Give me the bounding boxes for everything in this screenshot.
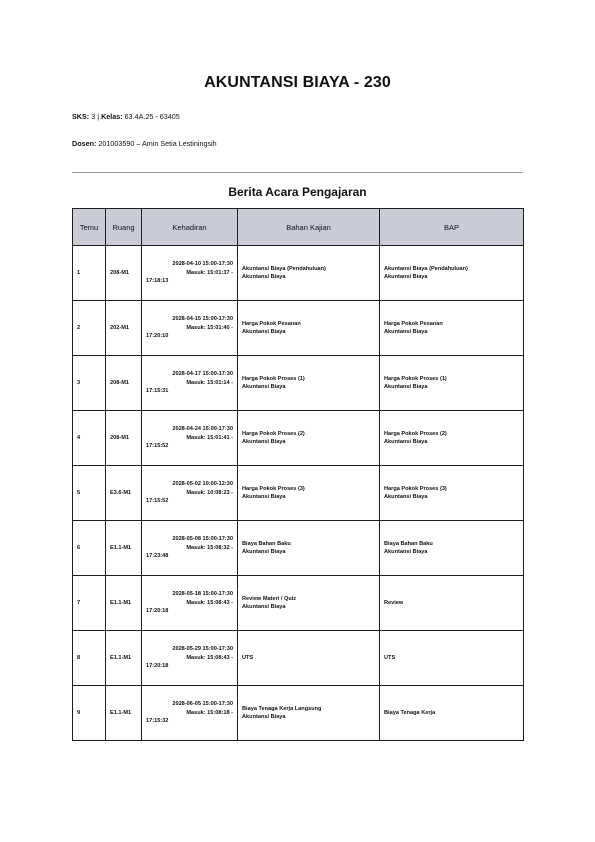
kehadiran-checkin: Masuk: 15:01:37 - [186,269,233,276]
kehadiran-checkin: Masuk: 15:08:43 - [186,654,233,661]
table-row [73,466,524,521]
bap-line: Akuntansi Biaya [384,274,428,280]
table-row [73,521,524,576]
kehadiran-checkout: 17:15:32 [146,718,169,725]
cell-temu: 9 [73,686,106,741]
cell-kehadiran [142,411,238,466]
cell-kehadiran [142,521,238,576]
bap-line: Akuntansi Biaya [384,494,428,500]
cell-temu: 7 [73,576,106,631]
lecturer-line [72,139,217,148]
cell-kehadiran [142,356,238,411]
kehadiran-checkout: 17:15:31 [146,388,169,395]
bahan-line: Akuntansi Biaya [242,714,286,720]
kehadiran-checkout: 17:15:52 [146,443,169,450]
meta-separator: | [97,112,100,121]
table-row [73,301,524,356]
kehadiran-schedule: 2028-04-15 15:00-17:30 [172,316,233,323]
bahan-line: Akuntansi Biaya [242,494,286,500]
kehadiran-checkin: Masuk: 15:08:18 - [186,709,233,716]
bap-line: Harga Pokok Proses (2) [384,430,447,437]
kehadiran-schedule: 2028-04-17 15:00-17:30 [172,371,233,378]
cell-ruang: 208-M1 [106,411,142,466]
kehadiran-schedule: 2028-04-10 15:00-17:30 [172,261,233,268]
cell-bap [380,521,524,576]
bahan-line: Harga Pokok Proses (2) [242,430,305,437]
cell-bap [380,356,524,411]
cell-ruang: 202-M1 [106,301,142,356]
cell-bap [380,631,524,686]
kehadiran-checkout: 17:23:48 [146,553,169,560]
cell-bahan-kajian [238,631,380,686]
header-bap: BAP [380,209,524,246]
kehadiran-schedule: 2028-05-08 15:00-17:30 [172,536,233,543]
bahan-line: Biaya Bahan Baku [242,540,291,547]
cell-bap [380,576,524,631]
cell-ruang: E1.1-M1 [106,576,142,631]
cell-kehadiran [142,301,238,356]
bahan-line: Biaya Tenaga Kerja Langsung [242,705,322,712]
bap-line: Akuntansi Biaya [384,329,428,335]
teaching-record-table [72,208,524,741]
bap-line: Harga Pokok Proses (1) [384,375,447,382]
dosen-label: Dosen: [72,139,97,148]
cell-ruang: E1.1-M1 [106,686,142,741]
table-row [73,411,524,466]
cell-kehadiran [142,466,238,521]
kelas-label: Kelas: [101,112,123,121]
bahan-line: UTS [242,654,254,661]
cell-bahan-kajian [238,411,380,466]
cell-bahan-kajian [238,356,380,411]
bahan-line: Akuntansi Biaya [242,329,286,335]
cell-bahan-kajian [238,301,380,356]
kehadiran-checkin: Masuk: 15:08:43 - [186,599,233,606]
kelas-value: 63.4A.25 - 63405 [124,112,180,121]
kehadiran-checkout: 17:20:18 [146,608,169,615]
kehadiran-schedule: 2028-05-02 10:00-12:30 [172,481,233,488]
bap-line: Akuntansi Biaya [384,439,428,445]
table-row [73,686,524,741]
cell-bap [380,411,524,466]
kehadiran-checkin: Masuk: 15:08:32 - [186,544,233,551]
cell-temu: 8 [73,631,106,686]
header-kehadiran: Kehadiran [142,209,238,246]
kehadiran-checkout: 17:20:18 [146,663,169,670]
cell-ruang: 208-M1 [106,356,142,411]
bap-line: UTS [384,654,396,661]
sks-label: SKS: [72,112,90,121]
cell-ruang: E1.1-M1 [106,521,142,576]
kehadiran-checkout: 17:20:10 [146,333,169,340]
cell-bahan-kajian [238,576,380,631]
cell-temu: 2 [73,301,106,356]
bap-line: Biaya Tenaga Kerja [384,709,436,716]
divider [72,172,523,173]
cell-bap [380,246,524,301]
bahan-line: Akuntansi Biaya [242,274,286,280]
bap-line: Biaya Bahan Baku [384,540,433,547]
cell-kehadiran [142,686,238,741]
header-bahan-kajian: Bahan Kajian [238,209,380,246]
cell-kehadiran [142,246,238,301]
kehadiran-checkin: Masuk: 10:08:23 - [186,489,233,496]
cell-temu: 5 [73,466,106,521]
kehadiran-schedule: 2028-04-24 15:00-17:30 [172,426,233,433]
table-row [73,356,524,411]
cell-temu: 4 [73,411,106,466]
kehadiran-checkin: Masuk: 15:01:14 - [186,379,233,386]
bahan-line: Harga Pokok Proses (1) [242,375,305,382]
cell-bap [380,301,524,356]
header-temu: Temu [73,209,106,246]
kehadiran-schedule: 2028-05-29 15:00-17:30 [172,646,233,653]
kehadiran-checkin: Masuk: 15:01:40 - [186,324,233,331]
bap-line: Review [384,599,404,606]
course-meta-line [72,112,180,121]
header-ruang: Ruang [106,209,142,246]
bahan-line: Akuntansi Biaya [242,604,286,610]
cell-bap [380,466,524,521]
table-row [73,246,524,301]
cell-kehadiran [142,631,238,686]
cell-bahan-kajian [238,246,380,301]
cell-bahan-kajian [238,466,380,521]
bahan-line: Akuntansi Biaya (Pendahuluan) [242,265,326,272]
table-row [73,576,524,631]
kehadiran-schedule: 2028-06-05 15:00-17:30 [172,701,233,708]
bahan-line: Akuntansi Biaya [242,549,286,555]
cell-bap [380,686,524,741]
cell-ruang: E3.6-M1 [106,466,142,521]
kehadiran-schedule: 2028-05-18 15:00-17:30 [172,591,233,598]
bahan-line: Review Materi / Quiz [242,595,297,602]
cell-temu: 1 [73,246,106,301]
dosen-value: 201003590 – Amin Setia Lestiningsih [98,139,217,148]
sks-value: 3 [91,112,96,121]
cell-kehadiran [142,576,238,631]
bap-line: Akuntansi Biaya [384,384,428,390]
kehadiran-checkout: 17:18:13 [146,278,169,285]
course-title: AKUNTANSI BIAYA - 230 [204,74,391,91]
bap-line: Harga Pokok Pesanan [384,320,443,327]
bahan-line: Akuntansi Biaya [242,384,286,390]
cell-temu: 6 [73,521,106,576]
kehadiran-checkin: Masuk: 15:01:41 - [186,434,233,441]
cell-bahan-kajian [238,686,380,741]
bahan-line: Harga Pokok Pesanan [242,320,301,327]
kehadiran-checkout: 17:15:52 [146,498,169,505]
cell-bahan-kajian [238,521,380,576]
bap-line: Akuntansi Biaya [384,549,428,555]
table-header-row [73,209,524,246]
cell-ruang: 208-M1 [106,246,142,301]
bap-line: Akuntansi Biaya (Pendahuluan) [384,265,468,272]
cell-temu: 3 [73,356,106,411]
bahan-line: Harga Pokok Proses (3) [242,485,305,492]
section-title: Berita Acara Pengajaran [228,185,367,199]
bap-line: Harga Pokok Proses (3) [384,485,447,492]
bahan-line: Akuntansi Biaya [242,439,286,445]
table-row [73,631,524,686]
cell-ruang: E1.1-M1 [106,631,142,686]
